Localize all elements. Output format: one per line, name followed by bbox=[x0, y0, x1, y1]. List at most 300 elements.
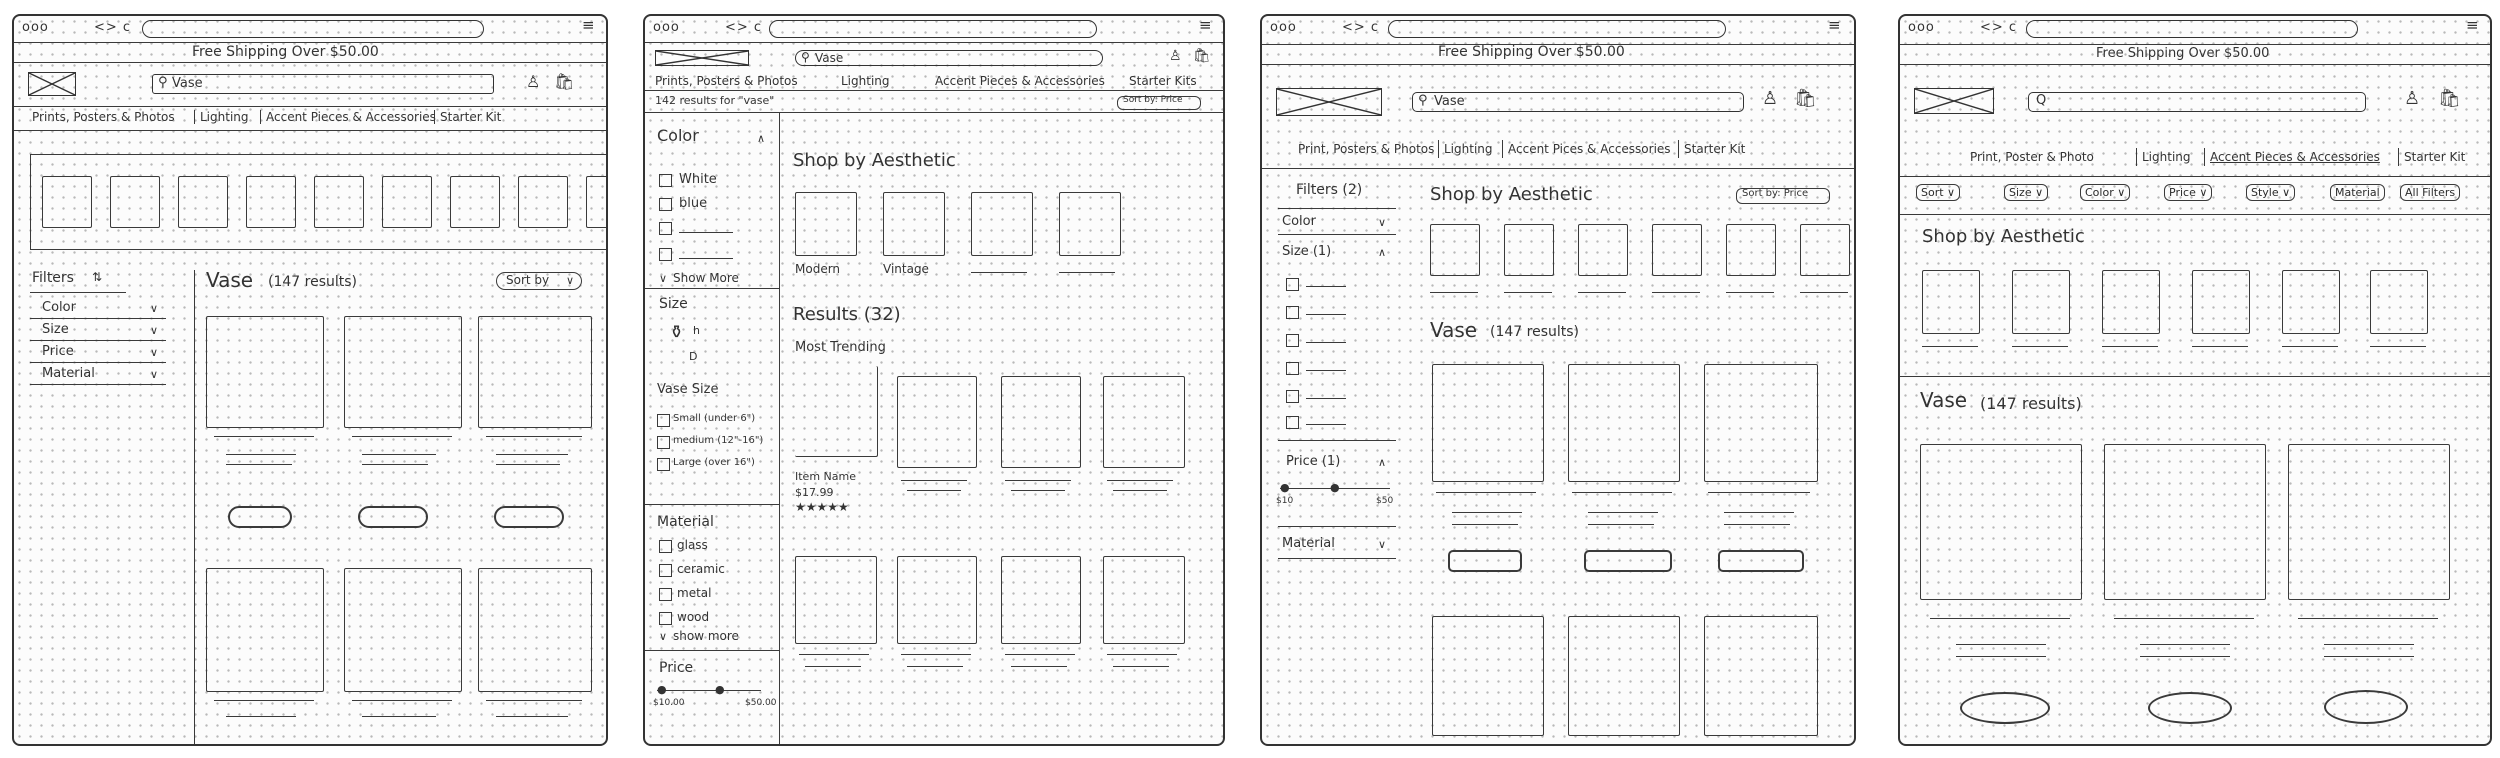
category-thumb[interactable] bbox=[178, 176, 228, 228]
divider bbox=[645, 650, 779, 651]
product-image[interactable] bbox=[1432, 616, 1544, 736]
category-thumb[interactable] bbox=[382, 176, 432, 228]
slider-handle-max[interactable]: ● bbox=[1330, 481, 1340, 494]
nav-starter[interactable]: Starter Kit bbox=[1684, 142, 1746, 156]
aesthetic-thumb[interactable] bbox=[1922, 270, 1980, 334]
add-to-cart-button[interactable] bbox=[1960, 692, 2050, 724]
results-count: (147 results) bbox=[1490, 324, 1579, 340]
product-text-line bbox=[1956, 656, 2046, 657]
search-box[interactable] bbox=[152, 74, 494, 94]
category-thumb[interactable] bbox=[246, 176, 296, 228]
product-text-line bbox=[2324, 656, 2414, 657]
chip-material[interactable] bbox=[2330, 184, 2385, 201]
product-text-line bbox=[2324, 644, 2414, 645]
aesthetic-thumb[interactable] bbox=[1504, 224, 1554, 276]
price-min: $10 bbox=[1276, 496, 1294, 506]
product-text-line bbox=[2140, 644, 2230, 645]
product-text-line bbox=[1107, 480, 1173, 481]
nav-separator bbox=[1438, 140, 1439, 158]
material-label: Material bbox=[657, 514, 714, 530]
product-text-line bbox=[1930, 618, 2070, 619]
url-bar[interactable] bbox=[769, 20, 1097, 38]
product-image[interactable] bbox=[478, 568, 592, 692]
nav-prints[interactable]: Prints, Posters & Photos bbox=[32, 110, 175, 124]
add-to-cart-button[interactable] bbox=[358, 506, 428, 528]
results-count: (147 results) bbox=[1980, 394, 2082, 413]
aesthetic-thumb[interactable] bbox=[2370, 270, 2428, 334]
product-text-line bbox=[1005, 654, 1075, 655]
product-text-line bbox=[226, 454, 296, 455]
logo-placeholder bbox=[1276, 88, 1382, 116]
rating-stars: ★★★★★ bbox=[795, 500, 849, 514]
account-icon[interactable]: ♙ bbox=[1762, 88, 1779, 109]
chevron-down-icon: ∨ bbox=[659, 272, 668, 285]
checkbox-metal[interactable] bbox=[659, 588, 672, 601]
nav-lighting[interactable]: Lighting bbox=[200, 110, 249, 124]
option-line bbox=[1306, 314, 1346, 315]
wireframe-4 bbox=[1898, 14, 2492, 746]
label-line bbox=[1652, 292, 1700, 293]
account-icon[interactable]: ♙ bbox=[2404, 88, 2421, 109]
chip-color-label: Color bbox=[2085, 186, 2114, 199]
divider bbox=[1278, 526, 1396, 527]
chip-price-label: Price bbox=[2169, 186, 2196, 199]
aesthetic-thumb[interactable] bbox=[1726, 224, 1776, 276]
product-text-line bbox=[352, 436, 452, 437]
option-line bbox=[1306, 286, 1346, 287]
product-image[interactable] bbox=[795, 366, 878, 457]
product-text-line bbox=[226, 464, 292, 465]
nav-separator bbox=[1502, 140, 1503, 158]
product-image[interactable] bbox=[206, 316, 324, 428]
sidebar-border bbox=[194, 270, 195, 744]
label-line bbox=[971, 272, 1027, 273]
url-bar[interactable] bbox=[142, 20, 484, 38]
product-text-line bbox=[1011, 666, 1067, 667]
product-image[interactable] bbox=[1568, 616, 1680, 736]
search-input[interactable]: Vase bbox=[172, 76, 203, 91]
divider bbox=[30, 292, 126, 293]
product-image[interactable] bbox=[1568, 364, 1680, 482]
option-line bbox=[1306, 424, 1346, 425]
sort-label: Sort by: Price bbox=[1123, 95, 1183, 105]
aesthetic-title: Shop by Aesthetic bbox=[1922, 226, 2085, 247]
product-image[interactable] bbox=[897, 556, 977, 644]
price-max: $50.00 bbox=[745, 698, 777, 708]
product-text-line bbox=[362, 454, 436, 455]
product-text-line bbox=[1113, 490, 1167, 491]
add-to-cart-button[interactable] bbox=[2148, 692, 2232, 724]
label-line bbox=[1726, 292, 1774, 293]
divider bbox=[30, 384, 166, 385]
search-input[interactable]: Q bbox=[2036, 93, 2047, 108]
product-text-line bbox=[1724, 524, 1790, 525]
product-image[interactable] bbox=[1920, 444, 2082, 600]
divider bbox=[1900, 64, 2490, 65]
filter-material[interactable]: Material bbox=[42, 366, 95, 381]
checkbox-option[interactable] bbox=[1286, 362, 1299, 375]
cart-icon[interactable]: 🛍 bbox=[1193, 48, 1211, 64]
divider bbox=[1900, 44, 2490, 45]
product-text-line bbox=[226, 716, 296, 717]
product-image[interactable] bbox=[206, 568, 324, 692]
size-h-label: h bbox=[693, 324, 700, 337]
checkbox-glass[interactable] bbox=[659, 540, 672, 553]
label-line bbox=[2370, 346, 2426, 347]
nav-arrows-icon[interactable]: <> c bbox=[1980, 20, 2018, 35]
aesthetic-thumb[interactable] bbox=[1578, 224, 1628, 276]
product-text-line bbox=[2114, 618, 2254, 619]
product-text-line bbox=[1572, 492, 1672, 493]
results-title: Results (32) bbox=[793, 304, 901, 325]
option-line bbox=[1306, 342, 1346, 343]
divider bbox=[1278, 558, 1396, 559]
chevron-down-icon[interactable]: ∨ bbox=[150, 324, 159, 337]
divider bbox=[645, 112, 1223, 113]
add-to-cart-button[interactable] bbox=[1448, 550, 1522, 572]
show-more-link[interactable]: show more bbox=[673, 629, 739, 643]
chip-style-label: Style bbox=[2251, 186, 2279, 199]
label-line bbox=[1430, 292, 1478, 293]
slider-handle-min[interactable]: ● bbox=[1280, 481, 1290, 494]
checkbox-ceramic[interactable] bbox=[659, 564, 672, 577]
product-image[interactable] bbox=[1001, 376, 1081, 468]
nav-arrows-icon[interactable]: <> c bbox=[725, 20, 763, 35]
url-bar[interactable] bbox=[2026, 20, 2358, 38]
product-image[interactable] bbox=[1704, 364, 1818, 482]
vase-icon: ⚱ bbox=[669, 322, 685, 343]
material-glass: glass bbox=[677, 538, 708, 552]
chip-sort[interactable]: Sort ∨ bbox=[1916, 184, 1960, 201]
divider bbox=[645, 42, 1223, 43]
trending-label: Most Trending bbox=[795, 340, 886, 355]
nav-arrows-icon[interactable]: <> c bbox=[94, 20, 132, 35]
cart-icon[interactable]: 🛍 bbox=[1794, 88, 1817, 109]
product-text-line bbox=[1107, 654, 1177, 655]
product-image[interactable] bbox=[2288, 444, 2450, 600]
category-thumb[interactable] bbox=[586, 176, 608, 228]
hamburger-icon[interactable]: ≡ bbox=[582, 16, 595, 34]
product-text-line bbox=[214, 700, 314, 701]
url-bar[interactable] bbox=[1388, 20, 1726, 38]
chip-sort-label: Sort bbox=[1921, 186, 1944, 199]
aesthetic-thumb[interactable] bbox=[883, 192, 945, 256]
product-text-line bbox=[362, 464, 428, 465]
chip-all-filters-label: All Filters bbox=[2405, 186, 2456, 199]
label-line bbox=[2192, 346, 2248, 347]
color-label: Color bbox=[657, 126, 699, 145]
option-line bbox=[1306, 398, 1346, 399]
nav-prints[interactable]: Print, Posters & Photos bbox=[1298, 142, 1435, 156]
nav-lighting[interactable]: Lighting bbox=[2142, 150, 2191, 164]
nav-separator bbox=[2398, 148, 2399, 166]
results-title: Vase bbox=[206, 268, 254, 292]
search-box[interactable] bbox=[2028, 92, 2366, 112]
aesthetic-modern: Modern bbox=[795, 262, 841, 276]
checkbox-option[interactable] bbox=[1286, 334, 1299, 347]
divider bbox=[14, 42, 606, 43]
aesthetic-thumb[interactable] bbox=[1059, 192, 1121, 256]
filters-label: Filters bbox=[32, 270, 74, 286]
divider bbox=[1278, 234, 1396, 235]
checkbox-option[interactable] bbox=[1286, 390, 1299, 403]
logo-placeholder bbox=[655, 50, 749, 66]
chip-color[interactable]: Color ∨ bbox=[2080, 184, 2130, 201]
nav-separator bbox=[2204, 148, 2205, 166]
material-wood: wood bbox=[677, 610, 710, 624]
search-icon: ⚲ bbox=[801, 50, 810, 64]
product-image[interactable] bbox=[1001, 556, 1081, 644]
chevron-up-icon[interactable]: ∧ bbox=[1378, 456, 1387, 469]
window-dots-icon: ooo bbox=[22, 20, 49, 35]
nav-accent[interactable]: Accent Pieces & Accessories bbox=[266, 110, 436, 124]
product-text-line bbox=[1005, 480, 1071, 481]
account-icon[interactable]: ♙ bbox=[526, 72, 541, 91]
material-ceramic: ceramic bbox=[677, 562, 725, 576]
product-text-line bbox=[2140, 656, 2230, 657]
add-to-cart-button[interactable] bbox=[228, 506, 292, 528]
cart-icon[interactable]: 🛍 bbox=[554, 72, 575, 91]
aesthetic-thumb[interactable] bbox=[2012, 270, 2070, 334]
option-line bbox=[679, 232, 733, 233]
logo-placeholder bbox=[1914, 88, 1994, 114]
label-line bbox=[1922, 346, 1978, 347]
divider bbox=[645, 504, 779, 505]
price-label: Price bbox=[659, 660, 694, 676]
cart-icon[interactable]: 🛍 bbox=[2438, 88, 2461, 109]
nav-starter[interactable]: Starter Kit bbox=[440, 110, 502, 124]
wireframe-1 bbox=[12, 14, 608, 746]
product-image[interactable] bbox=[344, 568, 462, 692]
checkbox-white[interactable] bbox=[659, 174, 672, 187]
size-large: Large (over 16") bbox=[673, 457, 755, 468]
aesthetic-title: Shop by Aesthetic bbox=[1430, 184, 1593, 205]
label-line bbox=[2282, 346, 2338, 347]
results-title: Vase bbox=[1430, 318, 1478, 342]
label-line bbox=[2012, 346, 2068, 347]
divider bbox=[1900, 376, 2490, 377]
category-thumb[interactable] bbox=[450, 176, 500, 228]
price-filter[interactable]: Price (1) bbox=[1286, 454, 1341, 469]
chip-size[interactable]: Size ∨ bbox=[2004, 184, 2048, 201]
label-line bbox=[1504, 292, 1552, 293]
results-for: 142 results for "vase" bbox=[655, 94, 775, 107]
divider bbox=[1278, 440, 1396, 441]
nav-starter[interactable]: Starter Kit bbox=[2404, 150, 2466, 164]
add-to-cart-button[interactable] bbox=[1718, 550, 1804, 572]
product-text-line bbox=[1113, 666, 1169, 667]
material-filter[interactable]: Material bbox=[1282, 536, 1335, 551]
filter-price[interactable]: Price bbox=[42, 344, 74, 359]
window-dots-icon: ooo bbox=[1908, 20, 1935, 35]
price-slider-track[interactable] bbox=[657, 690, 761, 691]
checkbox-wood[interactable] bbox=[659, 612, 672, 625]
divider bbox=[30, 318, 166, 319]
nav-prints[interactable]: Print, Poster & Photo bbox=[1970, 150, 2094, 164]
product-image[interactable] bbox=[2104, 444, 2266, 600]
option-line bbox=[1306, 370, 1346, 371]
label-line bbox=[1800, 292, 1848, 293]
checkbox-option[interactable] bbox=[659, 248, 672, 261]
nav-separator bbox=[1678, 140, 1679, 158]
nav-starter[interactable]: Starter Kits bbox=[1129, 74, 1197, 88]
filter-size[interactable]: Size bbox=[42, 322, 69, 337]
product-image[interactable] bbox=[344, 316, 462, 428]
product-text-line bbox=[907, 666, 963, 667]
chip-price[interactable]: Price ∨ bbox=[2164, 184, 2212, 201]
vase-size-label: Vase Size bbox=[657, 382, 719, 397]
color-blue: blue bbox=[679, 196, 708, 211]
aesthetic-thumb[interactable] bbox=[1800, 224, 1850, 276]
price-max: $50 bbox=[1376, 496, 1394, 506]
divider bbox=[30, 340, 166, 341]
divider bbox=[1900, 214, 2490, 215]
show-more-link[interactable]: Show More bbox=[673, 271, 739, 285]
filter-color[interactable]: Color bbox=[42, 300, 76, 315]
account-icon[interactable]: ♙ bbox=[1169, 48, 1182, 64]
chevron-down-icon[interactable]: ∨ bbox=[1378, 538, 1387, 551]
hamburger-icon[interactable]: ≡ bbox=[2466, 16, 2479, 34]
checkbox-option[interactable] bbox=[659, 222, 672, 235]
product-text-line bbox=[1588, 524, 1654, 525]
product-text-line bbox=[1588, 512, 1658, 513]
search-icon: ⚲ bbox=[1418, 93, 1428, 108]
product-text-line bbox=[901, 654, 971, 655]
product-image[interactable] bbox=[1432, 364, 1544, 482]
nav-accent[interactable]: Accent Pices & Accessories bbox=[1508, 142, 1671, 156]
color-white: White bbox=[679, 172, 717, 187]
product-text-line bbox=[352, 700, 452, 701]
nav-lighting[interactable]: Lighting bbox=[1444, 142, 1493, 156]
aesthetic-thumb[interactable] bbox=[2102, 270, 2160, 334]
checkbox-small[interactable] bbox=[657, 414, 670, 427]
nav-separator bbox=[194, 110, 195, 124]
checkbox-medium[interactable] bbox=[657, 436, 670, 449]
checkbox-blue[interactable] bbox=[659, 198, 672, 211]
size-label: Size bbox=[659, 296, 688, 312]
product-image[interactable] bbox=[478, 316, 592, 428]
product-text-line bbox=[1452, 524, 1518, 525]
aesthetic-title: Shop by Aesthetic bbox=[793, 150, 956, 171]
chevron-down-icon[interactable]: ∨ bbox=[150, 368, 159, 381]
aesthetic-thumb[interactable] bbox=[971, 192, 1033, 256]
product-text-line bbox=[907, 490, 961, 491]
nav-separator bbox=[434, 110, 435, 124]
nav-accent-active[interactable]: Accent Pieces & Accessories bbox=[2210, 150, 2380, 164]
chevron-down-icon[interactable]: ∨ bbox=[150, 302, 159, 315]
add-to-cart-button[interactable] bbox=[1584, 550, 1672, 572]
sidebar-border bbox=[779, 112, 780, 744]
hamburger-icon[interactable]: ≡ bbox=[1199, 16, 1212, 34]
promo-banner: Free Shipping Over $50.00 bbox=[1438, 44, 1625, 60]
filters-label: Filters (2) bbox=[1296, 182, 1363, 198]
chip-size-label: Size bbox=[2009, 186, 2032, 199]
divider bbox=[1900, 176, 2490, 177]
search-icon: ⚲ bbox=[158, 75, 168, 90]
aesthetic-thumb[interactable] bbox=[2282, 270, 2340, 334]
slider-handle-min[interactable]: ● bbox=[657, 683, 667, 696]
aesthetic-thumb[interactable] bbox=[2192, 270, 2250, 334]
divider bbox=[1262, 64, 1854, 65]
search-input[interactable]: Vase bbox=[815, 51, 844, 65]
divider bbox=[14, 130, 606, 131]
divider bbox=[645, 90, 1223, 91]
checkbox-large[interactable] bbox=[657, 458, 670, 471]
checkbox-option[interactable] bbox=[1286, 278, 1299, 291]
nav-arrows-icon[interactable]: <> c bbox=[1342, 20, 1380, 35]
divider bbox=[645, 288, 779, 289]
sort-label: Sort by bbox=[506, 273, 550, 287]
add-to-cart-button[interactable] bbox=[494, 506, 564, 528]
color-filter[interactable]: Color bbox=[1282, 214, 1316, 229]
category-thumb[interactable] bbox=[314, 176, 364, 228]
size-filter[interactable]: Size (1) bbox=[1282, 244, 1332, 259]
checkbox-option[interactable] bbox=[1286, 416, 1299, 429]
chevron-down-icon: ∨ bbox=[566, 274, 575, 287]
nav-accent[interactable]: Accent Pieces & Accessories bbox=[935, 74, 1105, 88]
item-price: $17.99 bbox=[795, 486, 834, 499]
product-image[interactable] bbox=[1103, 376, 1185, 468]
chip-all-filters[interactable] bbox=[2400, 184, 2460, 201]
item-name: Item Name bbox=[795, 470, 856, 483]
aesthetic-thumb[interactable] bbox=[1652, 224, 1702, 276]
nav-separator bbox=[260, 110, 261, 124]
price-min: $10.00 bbox=[653, 698, 685, 708]
filter-toggle-icon[interactable]: ⇅ bbox=[92, 270, 103, 284]
results-title: Vase bbox=[1920, 388, 1968, 412]
add-to-cart-button[interactable] bbox=[2324, 690, 2408, 724]
divider bbox=[14, 106, 606, 107]
chevron-up-icon[interactable]: ∧ bbox=[757, 132, 766, 145]
product-image[interactable] bbox=[795, 556, 877, 644]
nav-lighting[interactable]: Lighting bbox=[841, 74, 890, 88]
product-text-line bbox=[496, 716, 568, 717]
product-text-line bbox=[496, 454, 568, 455]
product-text-line bbox=[1724, 512, 1794, 513]
checkbox-option[interactable] bbox=[1286, 306, 1299, 319]
size-d-label: D bbox=[689, 350, 698, 363]
product-image[interactable] bbox=[897, 376, 977, 468]
hamburger-icon[interactable]: ≡ bbox=[1828, 16, 1841, 34]
product-image[interactable] bbox=[1704, 616, 1818, 736]
size-small: Small (under 6") bbox=[673, 413, 756, 424]
wireframe-3 bbox=[1260, 14, 1856, 746]
product-text-line bbox=[496, 464, 560, 465]
product-text-line bbox=[1956, 644, 2046, 645]
chevron-down-icon[interactable]: ∨ bbox=[150, 346, 159, 359]
nav-prints[interactable]: Prints, Posters & Photos bbox=[655, 74, 798, 88]
nav-separator bbox=[2136, 148, 2137, 166]
logo-placeholder bbox=[28, 72, 76, 96]
slider-handle-max[interactable]: ● bbox=[715, 683, 725, 696]
chevron-up-icon[interactable]: ∧ bbox=[1378, 246, 1387, 259]
chevron-down-icon[interactable]: ∨ bbox=[1378, 216, 1387, 229]
aesthetic-thumb[interactable] bbox=[1430, 224, 1480, 276]
product-image[interactable] bbox=[1103, 556, 1185, 644]
chip-material-label: Material bbox=[2335, 186, 2380, 199]
promo-banner: Free Shipping Over $50.00 bbox=[192, 44, 379, 60]
product-text-line bbox=[1452, 512, 1522, 513]
category-thumb[interactable] bbox=[518, 176, 568, 228]
search-input[interactable]: Vase bbox=[1434, 94, 1465, 109]
chip-style[interactable]: Style ∨ bbox=[2246, 184, 2295, 201]
category-thumb[interactable] bbox=[110, 176, 160, 228]
aesthetic-thumb[interactable] bbox=[795, 192, 857, 256]
product-text-line bbox=[1708, 492, 1810, 493]
divider bbox=[1262, 168, 1854, 169]
product-text-line bbox=[805, 666, 861, 667]
category-thumb[interactable] bbox=[42, 176, 92, 228]
